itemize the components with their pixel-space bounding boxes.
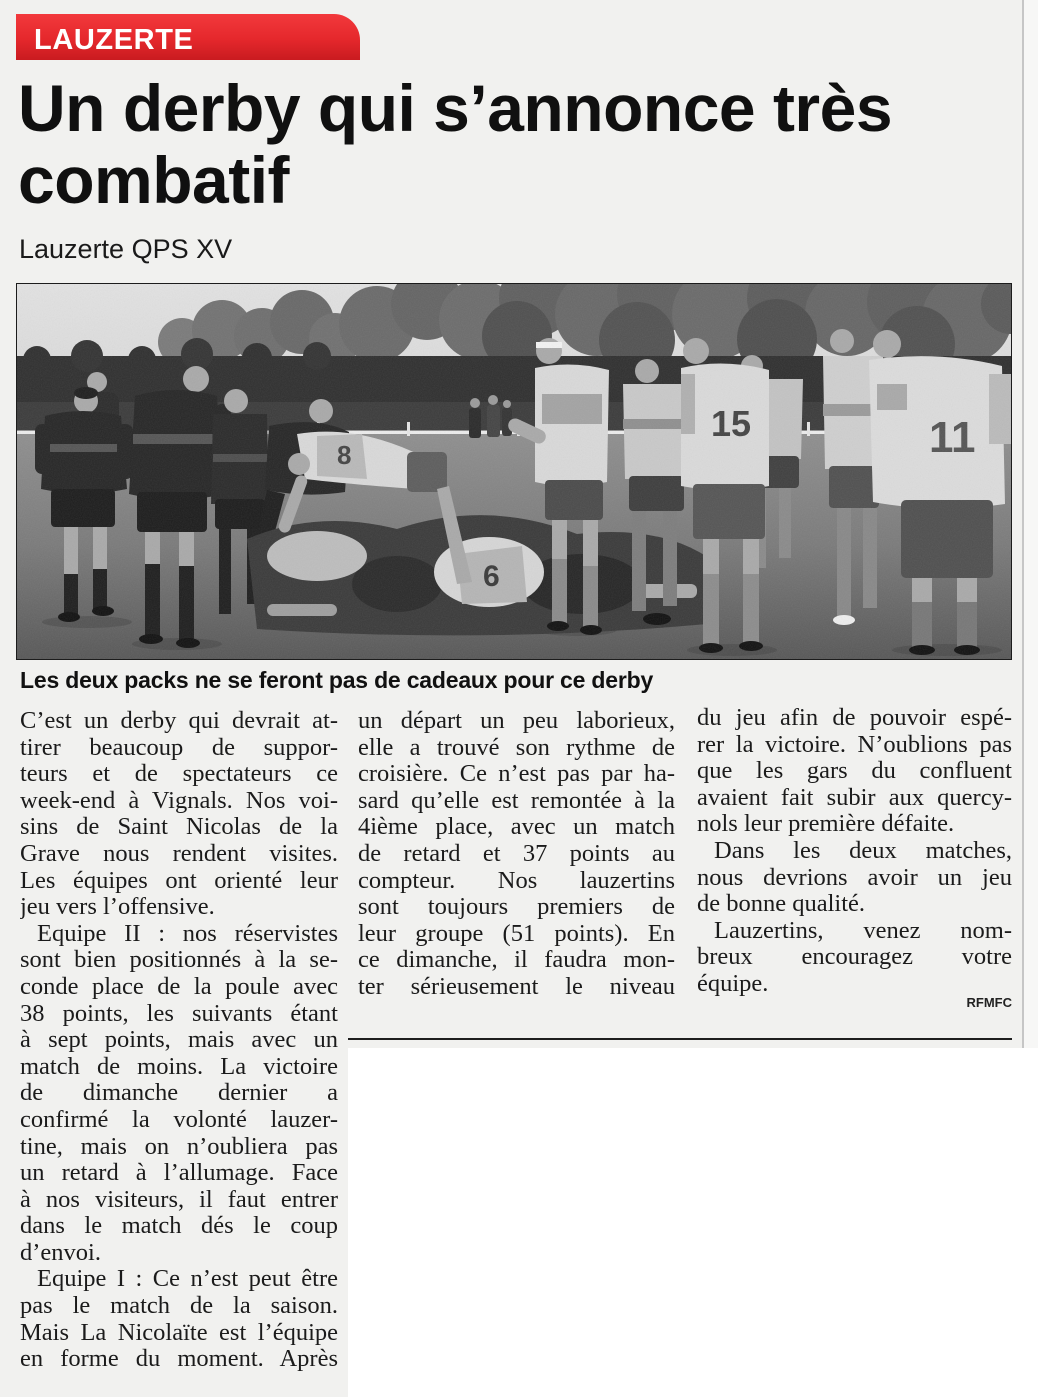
article-column-1 [20,708,338,1373]
subheading: Lauzerte QPS XV [19,234,233,264]
page-margin [1024,0,1038,1048]
text-line: nous devrions avoir un jeu [697,864,1012,891]
text-line: leur groupe (51 points). En [358,920,675,947]
jersey-number: 15 [711,403,752,444]
text-line: Equipe I : Ce n’est peut être [37,1266,338,1293]
text-line: ce dimanche, il faudra mon- [358,947,675,974]
text-line: 38 points, les suivants étant [20,1000,338,1027]
text-line: jeu vers l’offensive. [20,894,215,921]
text-line: 4ième place, avec un match [358,814,675,841]
text-line: équipe. [697,970,769,997]
section-tag-label: LAUZERTE [34,24,194,56]
text-line: à nos visiteurs, il faut entrer [20,1186,338,1213]
text-line: Dans les deux matches, [714,837,1012,864]
text-line: en forme du moment. Après [20,1346,338,1373]
photo-grain [17,284,1011,659]
page-edge-line [1022,0,1024,1048]
text-line: de bonne qualité. [697,891,866,918]
text-line: Grave nous rendent visites. [20,840,338,867]
text-line: compteur. Nos lauzertins [358,867,675,894]
article-column-2 [358,708,675,1001]
text-line: conde place de la poule avec [20,973,338,1000]
text-line: croisière. Ce n’est pas par ha- [358,761,675,788]
author-signature: RFMFC [966,995,1012,1010]
text-line: Les équipes ont orienté leur [20,867,338,894]
text-line: week-end à Vignals. Nos voi- [20,787,338,814]
text-line: avaient fait subir aux quercy- [697,784,1012,811]
text-line: que les gars du confluent [697,758,1012,785]
headline [18,72,892,216]
text-line: confirmé la volonté lauzer- [20,1106,338,1133]
text-line: elle a trouvé son rythme de [358,734,675,761]
text-line: sont toujours premiers de [358,894,675,921]
photo-caption: Les deux packs ne se feront pas de cadeaux pour ce derby [20,667,654,693]
section-tag [16,14,360,60]
text-line: un retard à l’allumage. Face [20,1160,338,1187]
jersey-number: 8 [337,440,352,470]
text-line: un départ un peu laborieux, [358,708,675,734]
text-line: ter sérieusement le niveau [358,973,675,1000]
text-line: match de moins. La victoire [20,1053,338,1080]
text-line: rer la victoire. N’oublions pas [697,731,1012,758]
text-line: à sept points, mais avec un [20,1027,338,1054]
jersey-number: 6 [483,560,500,593]
text-line: pas le match de la saison. [20,1293,338,1320]
text-line: dans le match dés le coup [20,1213,338,1240]
text-line: de retard et 37 points au [358,840,675,867]
blank-area [348,1048,1038,1397]
article-photo [16,283,1012,660]
text-line: d’envoi. [20,1239,101,1266]
text-line: Equipe II : nos réservistes [37,920,338,947]
text-line: sins de Saint Nicolas de la [20,814,338,841]
text-line: nols leur première défaite. [697,811,955,838]
jersey-number: 11 [929,413,976,462]
text-line: du jeu afin de pouvoir espé- [697,705,1012,731]
text-line: Lauzertins, venez nom- [714,917,1012,944]
text-line: Mais La Nicolaïte est l’équipe [20,1319,338,1346]
text-line: tirer beaucoup de suppor- [20,734,338,761]
text-line: tine, mais on n’oubliera pas [20,1133,338,1160]
text-line: breux encouragez votre [697,944,1012,971]
text-line: teurs et de spectateurs ce [20,761,338,788]
rugby-photo-illustration [17,284,1011,659]
column-end-rule [348,1038,1012,1040]
article-column-3 [697,705,1012,998]
headline-line-2: combatif [18,143,290,217]
text-line: sard qu’elle est remontée à la [358,787,675,814]
text-line: C’est un derby qui devrait at- [20,708,338,734]
text-line: de dimanche dernier a [20,1080,338,1107]
headline-line-1: Un derby qui s’annonce très [18,71,893,145]
text-line: sont bien positionnés à la se- [20,947,338,974]
